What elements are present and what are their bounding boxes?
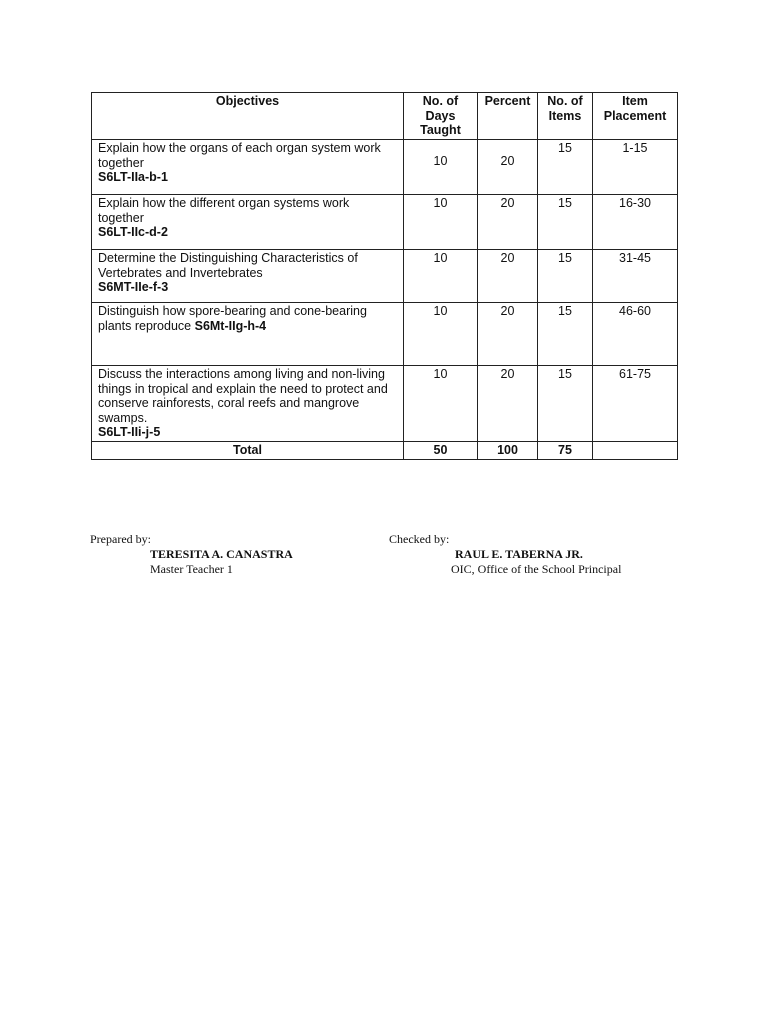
competency-code: S6MT-IIe-f-3	[98, 280, 169, 294]
objective-text: Distinguish how spore-bearing and cone-bearing plants reproduce	[98, 304, 367, 333]
placement-cell: 61-75	[593, 366, 678, 442]
percent-cell: 20	[478, 250, 538, 303]
header-item-placement: Item Placement	[593, 93, 678, 140]
checked-by-position: OIC, Office of the School Principal	[451, 562, 622, 576]
prepared-by-block	[90, 532, 293, 577]
table-row	[92, 250, 678, 303]
items-cell: 15	[538, 250, 593, 303]
items-cell: 15	[538, 195, 593, 250]
percent-cell: 20	[478, 303, 538, 366]
checked-by-label: Checked by:	[389, 532, 450, 546]
total-items: 75	[538, 442, 593, 460]
total-placement	[593, 442, 678, 460]
items-cell: 15	[538, 140, 593, 195]
checked-by-block	[389, 532, 621, 577]
days-cell: 10	[404, 366, 478, 442]
objective-cell	[92, 303, 404, 366]
competency-code: S6Mt-IIg-h-4	[194, 318, 267, 333]
table-row	[92, 303, 678, 366]
total-label: Total	[92, 442, 404, 460]
placement-cell: 46-60	[593, 303, 678, 366]
checked-by-name: RAUL E. TABERNA JR.	[455, 547, 583, 561]
competency-code: S6LT-IIa-b-1	[98, 170, 168, 184]
table-row	[92, 140, 678, 195]
objective-text: Discuss the interactions among living and non-living things in tropical and explain the need to protect and conserve rainforests, coral reefs and mangrove swamps.	[98, 367, 388, 425]
header-percent: Percent	[478, 93, 538, 140]
placement-cell: 31-45	[593, 250, 678, 303]
prepared-by-name: TERESITA A. CANASTRA	[150, 547, 293, 561]
table-of-specifications	[91, 92, 678, 460]
table-row	[92, 195, 678, 250]
days-cell: 10	[404, 250, 478, 303]
objective-text: Explain how the different organ systems work together	[98, 196, 350, 225]
total-days: 50	[404, 442, 478, 460]
placement-cell: 1-15	[593, 140, 678, 195]
percent-cell: 20	[478, 366, 538, 442]
items-cell: 15	[538, 303, 593, 366]
objective-cell	[92, 250, 404, 303]
competency-code: S6LT-IIc-d-2	[98, 225, 168, 239]
objective-cell	[92, 366, 404, 442]
total-percent: 100	[478, 442, 538, 460]
header-days-taught: No. of Days Taught	[404, 93, 478, 140]
items-cell: 15	[538, 366, 593, 442]
header-objectives: Objectives	[92, 93, 404, 140]
objective-cell	[92, 140, 404, 195]
days-cell: 10	[404, 303, 478, 366]
objective-cell	[92, 195, 404, 250]
percent-cell: 20	[478, 140, 538, 195]
table-row	[92, 366, 678, 442]
placement-cell: 16-30	[593, 195, 678, 250]
days-cell: 10	[404, 195, 478, 250]
prepared-by-label: Prepared by:	[90, 532, 151, 546]
objective-text: Explain how the organs of each organ system work together	[98, 141, 381, 170]
competency-code: S6LT-IIi-j-5	[98, 425, 161, 439]
total-row	[92, 442, 678, 460]
header-no-of-items: No. of Items	[538, 93, 593, 140]
table-header-row	[92, 93, 678, 140]
percent-cell: 20	[478, 195, 538, 250]
objective-text: Determine the Distinguishing Characteristics of Vertebrates and Invertebrates	[98, 251, 358, 280]
days-cell: 10	[404, 140, 478, 195]
prepared-by-position: Master Teacher 1	[150, 562, 233, 576]
